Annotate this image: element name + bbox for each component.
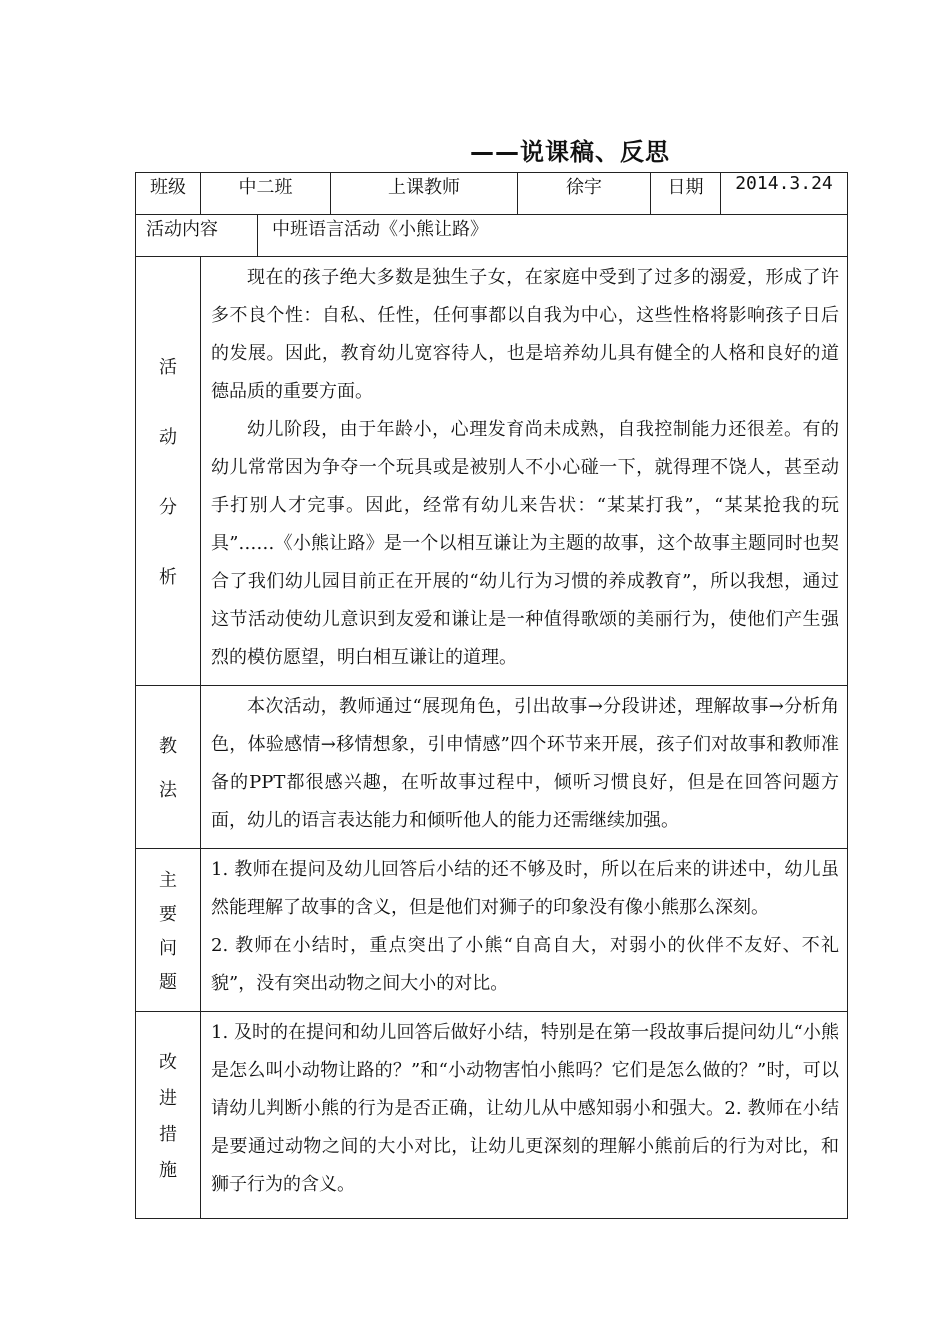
method-label-char: 法 — [159, 780, 177, 801]
teacher-value-cell: 徐宇 — [518, 173, 651, 215]
problems-body — [201, 849, 848, 1012]
method-row — [136, 686, 848, 849]
teacher-label-cell: 上课教师 — [331, 173, 518, 215]
analysis-body — [201, 257, 848, 686]
activity-content-label: 活动内容 — [136, 215, 258, 257]
analysis-label-char: 分 — [159, 497, 177, 518]
problems-label — [136, 849, 201, 1012]
analysis-row — [136, 257, 848, 686]
method-label — [136, 686, 201, 849]
problems-label-char: 题 — [159, 972, 177, 993]
info-row — [136, 173, 848, 215]
improvements-label-char: 进 — [159, 1088, 177, 1109]
problems-paragraph-2: 2. 教师在小结时，重点突出了小熊“自高自大，对弱小的伙伴不友好、不礼貌”，没有突出动物之间大小的对比。 — [211, 935, 839, 994]
improvements-paragraph-1: 1. 及时的在提问和幼儿回答后做好小结，特别是在第一段故事后提问幼儿“小熊是怎么叫小动物让路的？”和“小动物害怕小熊吗？它们是怎么做的？”时，可以请幼儿判断小熊的行为是否正确，让幼儿从中感知弱小和强大。2. 教师在小结是要通过动物之间的大小对比，让幼儿更深刻的理解小熊前后的行为对比，和狮子行为的含义。 — [211, 1022, 839, 1195]
activity-content-value: 中班语言活动《小熊让路》 — [258, 215, 848, 257]
analysis-label-char: 动 — [159, 427, 177, 448]
method-paragraph-1: 本次活动，教师通过“展现角色，引出故事→分段讲述，理解故事→分析角色，体验感情→移情想象，引申情感”四个环节来开展，孩子们对故事和教师准备的PPT都很感兴趣，在听故事过程中，倾听习惯良好，但是在回答问题方面，幼儿的语言表达能力和倾听他人的能力还需继续加强。 — [211, 696, 839, 831]
improvements-label-char: 改 — [159, 1052, 177, 1073]
lesson-main-table — [135, 172, 848, 1219]
activity-content-row — [136, 215, 848, 257]
analysis-paragraph-2: 幼儿阶段，由于年龄小，心理发育尚未成熟，自我控制能力还很差。有的幼儿常常因为争夺一个玩具或是被别人不小心碰一下，就得理不饶人，甚至动手打别人才完事。因此，经常有幼儿来告状：“某某打我”，“某某抢我的玩具”……《小熊让路》是一个以相互谦让为主题的故事，这个故事主题同时也契合了我们幼儿园目前正在开展的“幼儿行为习惯的养成教育”，所以我想，通过这节活动使幼儿意识到友爱和谦让是一种值得歌颂的美丽行为，使他们产生强烈的模仿愿望，明白相互谦让的道理。 — [211, 419, 839, 668]
improvements-row — [136, 1012, 848, 1219]
improvements-body — [201, 1012, 848, 1219]
improvements-label-char: 施 — [159, 1160, 177, 1181]
class-value-cell: 中二班 — [201, 173, 331, 215]
analysis-paragraph-1: 现在的孩子绝大多数是独生子女，在家庭中受到了过多的溺爱，形成了许多不良个性：自私、任性，任何事都以自我为中心，这些性格将影响孩子日后的发展。因此，教育幼儿宽容待人，也是培养幼儿具有健全的人格和良好的道德品质的重要方面。 — [211, 267, 839, 402]
date-label-cell: 日期 — [651, 173, 721, 215]
analysis-label — [136, 257, 201, 686]
problems-row — [136, 849, 848, 1012]
method-label-char: 教 — [159, 736, 177, 757]
analysis-label-char: 活 — [159, 357, 177, 378]
method-body — [201, 686, 848, 849]
class-label-cell: 班级 — [136, 173, 201, 215]
page-title: ——说课稿、反思 — [470, 138, 670, 166]
improvements-label-char: 措 — [159, 1124, 177, 1145]
analysis-label-char: 析 — [159, 567, 177, 588]
improvements-label — [136, 1012, 201, 1219]
problems-paragraph-1: 1. 教师在提问及幼儿回答后小结的还不够及时，所以在后来的讲述中，幼儿虽然能理解了故事的含义，但是他们对狮子的印象没有像小熊那么深刻。 — [211, 859, 839, 918]
problems-label-char: 主 — [159, 870, 177, 891]
problems-label-char: 要 — [159, 904, 177, 925]
date-value-cell: 2014.3.24 — [721, 173, 848, 215]
problems-label-char: 问 — [159, 938, 177, 959]
